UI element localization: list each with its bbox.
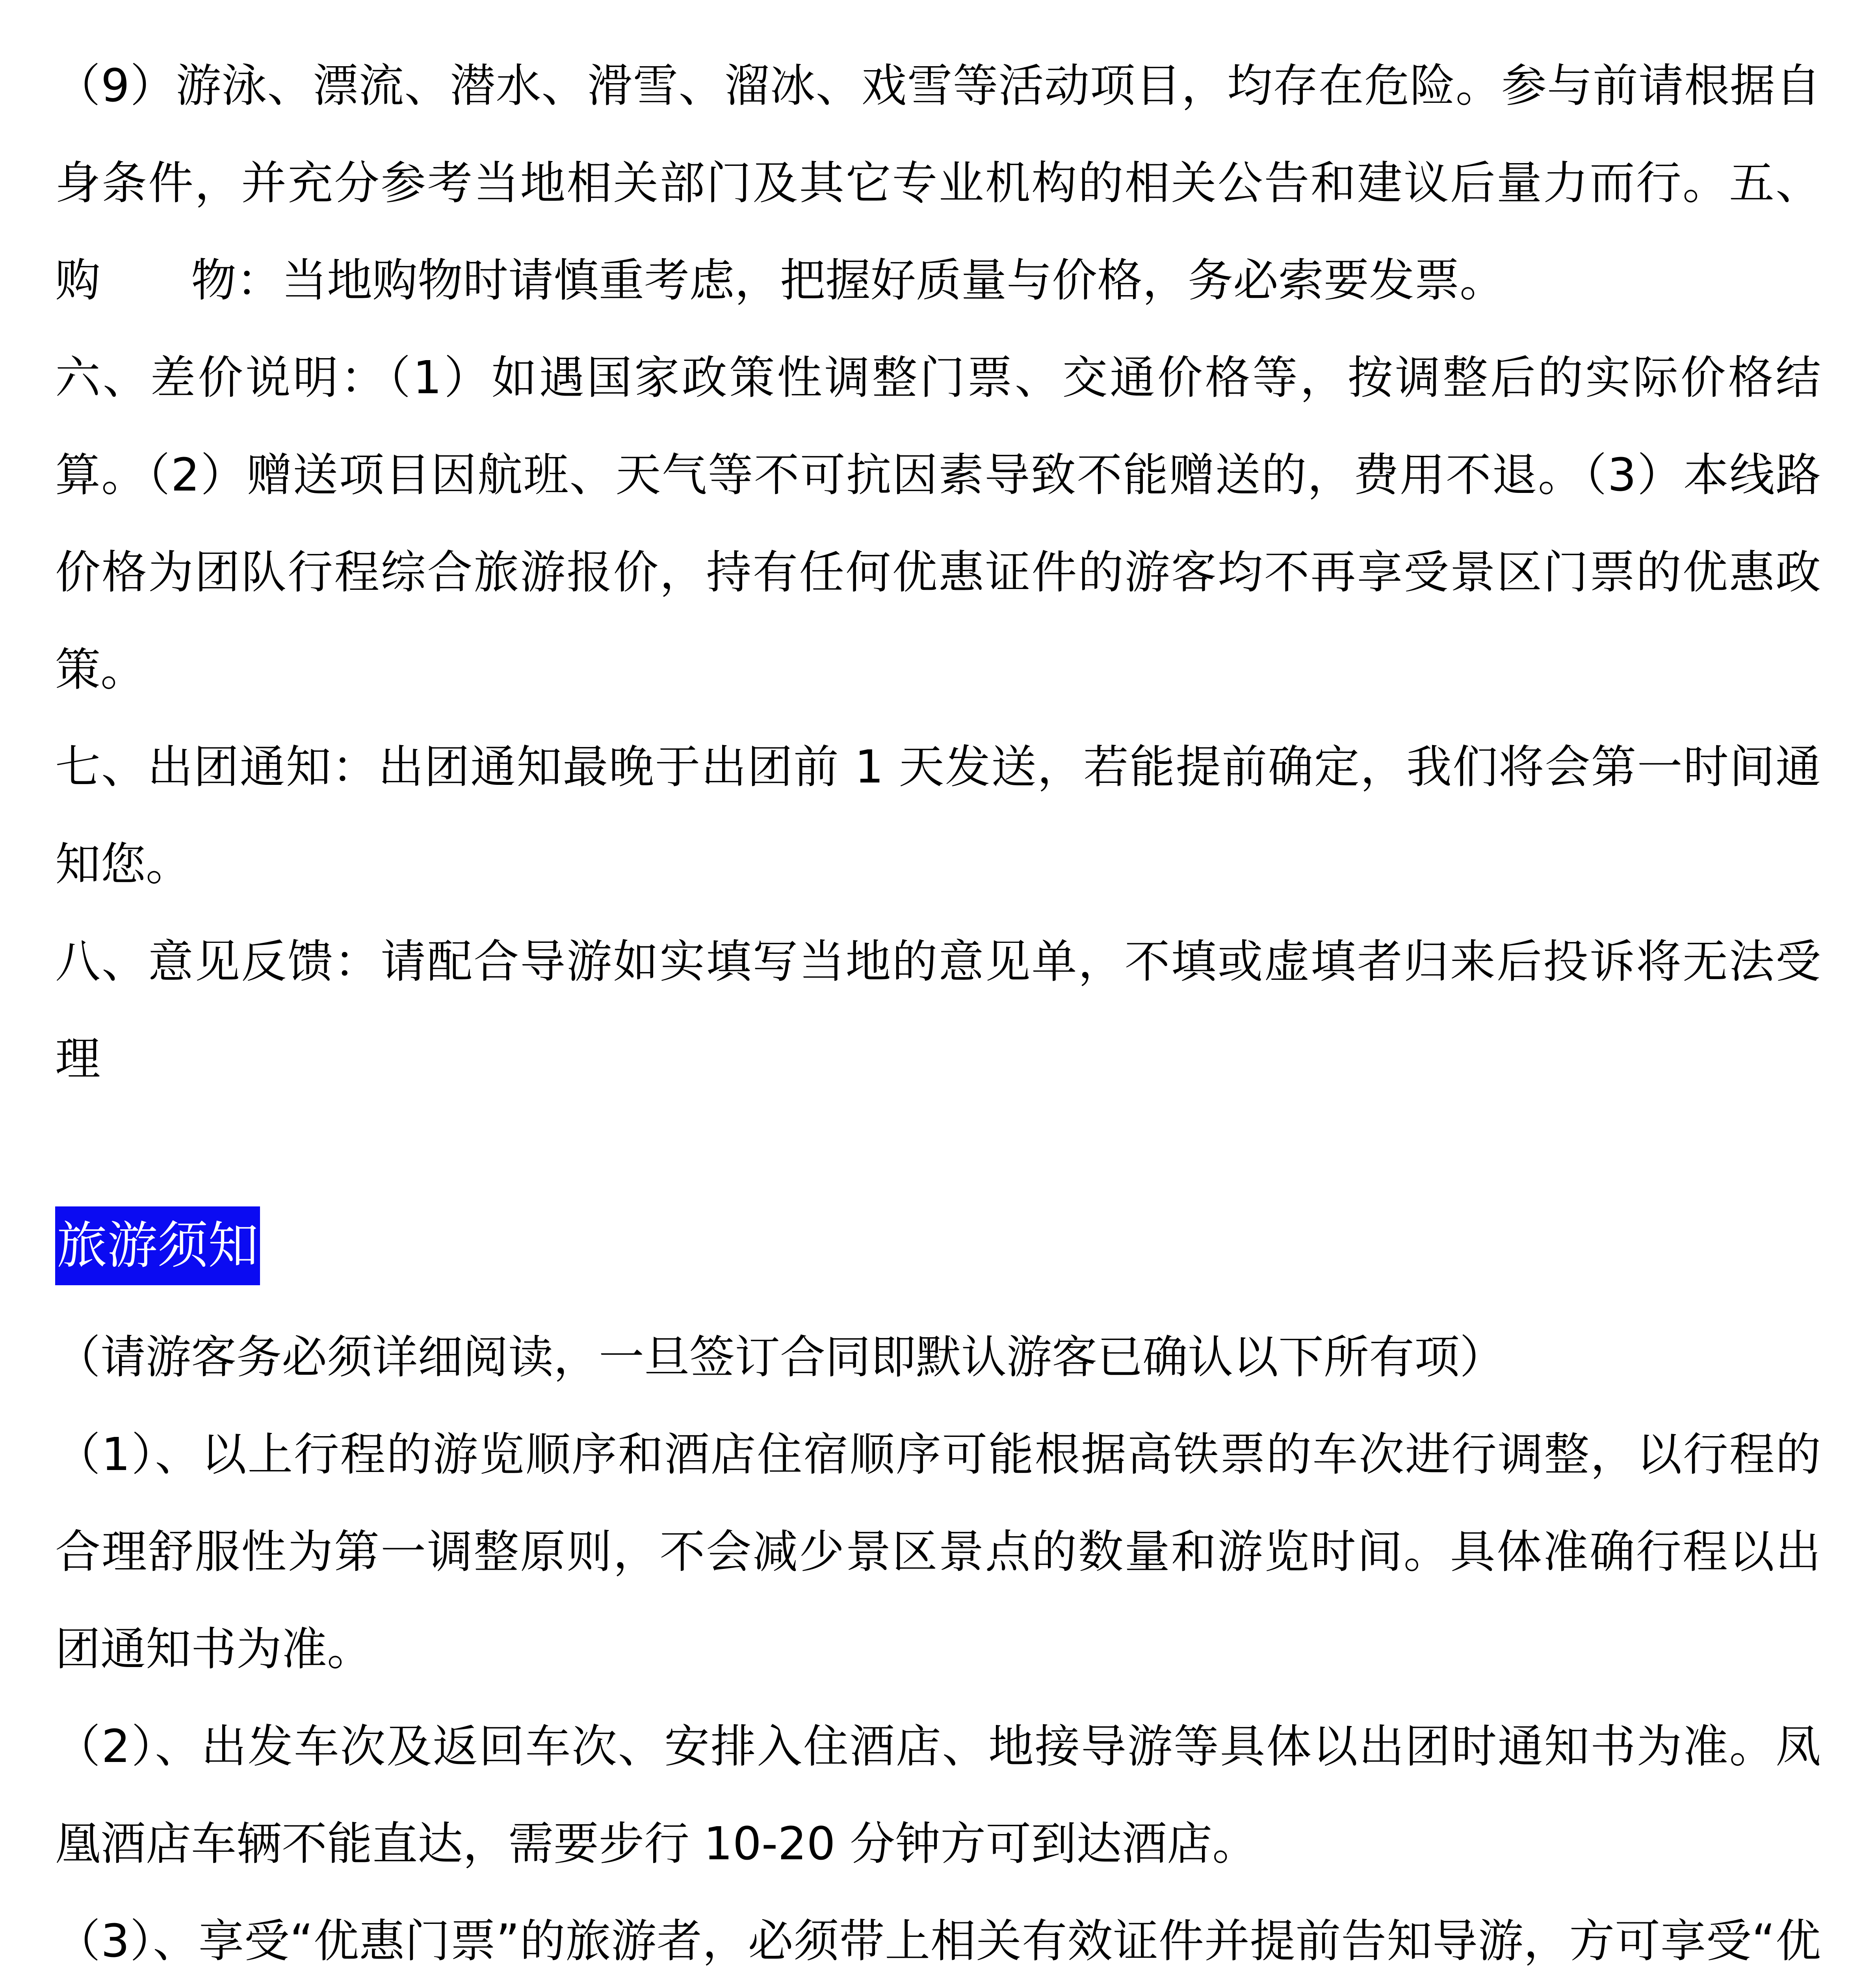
paragraph-activities-shopping: （9）游泳、漂流、潜水、滑雪、溜冰、戏雪等活动项目，均存在危险。参与前请根据自身条件，并充分参考当地相关部门及其它专业机构的相关公告和建议后量力而行。五、购 物：当地购物时请慎重考虑，把握好质量与价格，务必索要发票。	[55, 59, 1821, 307]
section-heading: 旅游须知	[55, 1206, 260, 1285]
travel-notice-block	[55, 1309, 1821, 1970]
notice-item-1: （1）、以上行程的游览顺序和酒店住宿顺序可能根据高铁票的车次进行调整，以行程的合理舒服性为第一调整原则，不会减少景区景点的数量和游览时间。具体准确行程以出团通知书为准。	[55, 1428, 1821, 1676]
notice-intro: （请游客务必须详细阅读，一旦签订合同即默认游客已确认以下所有项）	[55, 1331, 1505, 1384]
heading-container	[55, 1206, 1821, 1309]
notice-item-3a: （3）、享受“优惠门票”的旅游者，必须带上相关有效证件并提前告知导游，方可享受“优	[55, 1915, 1821, 1968]
paragraph-departure-notice: 七、出团通知：出团通知最晚于出团前 1 天发送，若能提前确定，我们将会第一时间通知您。	[55, 741, 1821, 891]
notice-item-2: （2）、出发车次及返回车次、安排入住酒店、地接导游等具体以出团时通知书为准。凤凰酒店车辆不能直达，需要步行 10-20 分钟方可到达酒店。	[55, 1720, 1821, 1870]
paragraph-price-difference: 六、差价说明：（1）如遇国家政策性调整门票、交通价格等，按调整后的实际价格结算。（2）赠送项目因航班、天气等不可抗因素导致不能赠送的，费用不退。（3）本线路价格为团队行程综合旅游报价，持有任何优惠证件的游客均不再享受景区门票的优惠政策。	[55, 351, 1821, 696]
document-page	[55, 0, 1821, 1970]
paragraph-feedback: 八、意见反馈：请配合导游如实填写当地的意见单，不填或虚填者归来后投诉将无法受理	[55, 935, 1821, 1085]
